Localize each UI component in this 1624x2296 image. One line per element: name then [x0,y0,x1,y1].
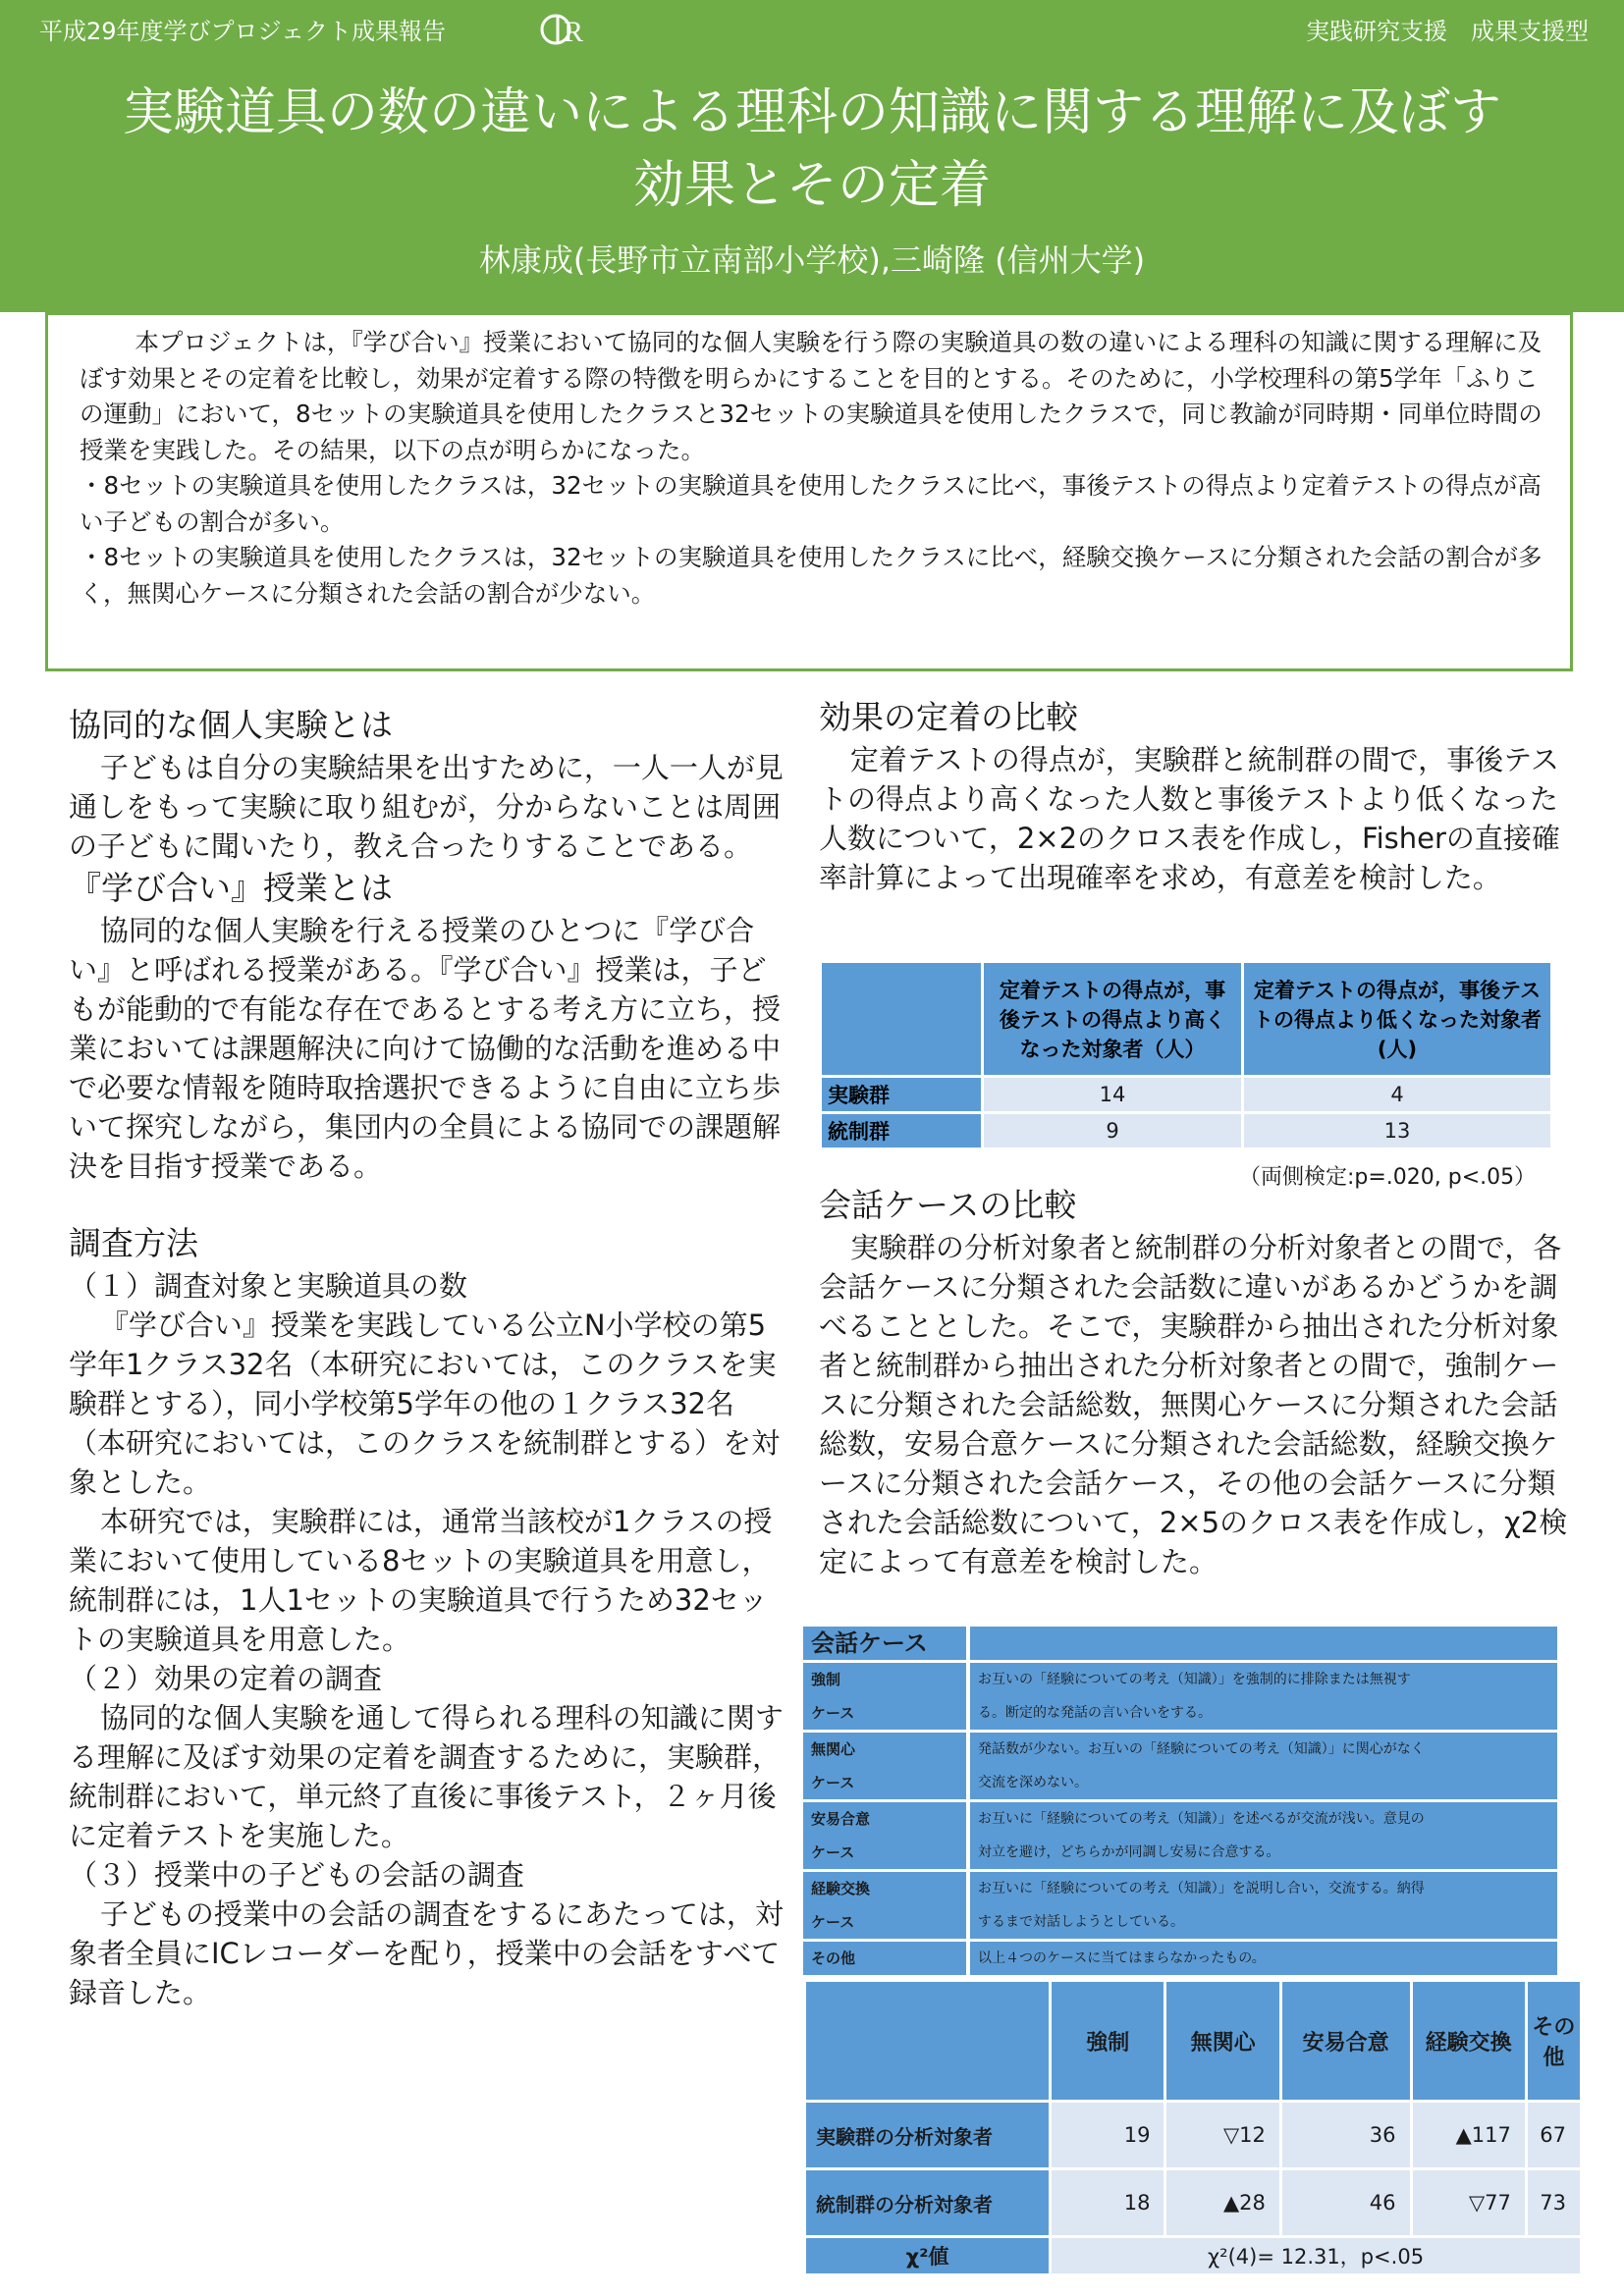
table-cell: ▲28 [1166,2170,1278,2235]
table-row [806,2238,1580,2273]
chi-label: χ²値 [806,2238,1049,2273]
table-row [822,1114,1550,1148]
table-row [803,1733,1557,1799]
abstract-finding-2: ・8セットの実験道具を使用したクラスは，32セットの実験道具を使用したクラスに比べ，経験交換ケースに分類された会話の割合が多く，無関心ケースに分類された会話の割合が少ない。 [80,543,1543,608]
table-row [803,1942,1557,1975]
case-desc: 以上４つのケースに当てはまらなかったもの。 [978,1950,1266,1966]
abstract-text: 本プロジェクトは，『学び合い』授業において協同的な個人実験を行う際の実験道具の数の違いによる理科の知識に関する理解に及ぼす効果とその定着を比較し，効果が定着する際の特徴を明らかにすることを目的とする。そのために，小学校理科の第5学年「ふりこの運動」において，8セットの実験道具を使用したクラスと32セットの実験道具を使用したクラスで，同じ教諭が同時期・同単位時間の授業を実践した。その結果，以下の点が明らかになった。 [80,328,1543,464]
case-desc: 発話数が少ない。お互いの「経験についての考え（知識）」に関心がなく [978,1741,1425,1757]
table-row [806,2103,1580,2167]
case-name: 強制 [811,1671,841,1688]
section-heading: 調査方法 [69,1224,198,1262]
case-desc: お互いに「経験についての考え（知識）」を説明し合い，交流する。納得 [978,1881,1425,1896]
abstract-finding-1: ・8セットの実験道具を使用したクラスは，32セットの実験道具を使用したクラスに比べ，事後テストの得点より定着テストの得点が高い子どもの割合が多い。 [80,471,1542,536]
table-cell: 18 [1052,2170,1164,2235]
chi-value: χ²(4)= 12.31，p<.05 [1052,2238,1580,2273]
row-label: 実験群 [822,1078,981,1111]
table-cell: 73 [1528,2170,1580,2235]
section-text: 定着テストの得点が，実験群と統制群の間で，事後テストの得点より高くなった人数と事後テストより低くなった人数について，2×2のクロス表を作成し，Fisherの直接確率計算によって出現確率を求め，有意差を検討した。 [819,743,1560,894]
right-column-mid [819,1183,1577,1581]
section-text: 子どもの授業中の会話の調査をするにあたっては，対象者全員にICレコーダーを配り，授業中の会話をすべて録音した。 [69,1897,784,2009]
subsection-heading: （１）調査対象と実験道具の数 [69,1269,468,1303]
table-cell: 9 [984,1114,1241,1148]
header-banner [0,0,1624,312]
conversation-case-table [803,1624,1557,1978]
table-header: 定着テストの得点が，事後テストの得点より高くなった対象者（人） [984,963,1241,1075]
table-row [803,1802,1557,1869]
section-text: 『学び合い』授業を実践している公立N小学校の第5学年1クラス32名（本研究においては，このクラスを実験群とする），同小学校第5学年の他の１クラス32名（本研究においては，このクラスを統制群とする）を対象とした。 [69,1308,781,1499]
table-corner [822,963,981,1075]
case-name: ケース [811,1843,855,1861]
fisher-table [819,960,1553,1150]
table-title: 会話ケース [803,1627,966,1660]
table-row [822,1078,1550,1111]
table-corner [806,1982,1049,2100]
svg-text:R: R [564,16,584,48]
section-heading: 効果の定着の比較 [819,698,1078,736]
table-row [803,1872,1557,1939]
case-name: その他 [811,1949,856,1967]
table-header: その他 [1528,1982,1580,2100]
table-cell: 67 [1528,2103,1580,2167]
row-label: 統制群の分析対象者 [806,2170,1049,2235]
table-header: 定着テストの得点が，事後テストの得点より低くなった対象者(人) [1244,963,1550,1075]
left-column [69,703,785,2012]
case-name: 安易合意 [811,1810,871,1828]
table-cell: 46 [1282,2170,1410,2235]
section-heading: 協同的な個人実験とは [69,706,393,744]
section-text: 協同的な個人実験を通して得られる理科の知識に関する理解に及ぼす効果の定着を調査するために，実験群，統制群において，単元終了直後に事後テスト，２ヶ月後に定着テストを実施した。 [69,1701,784,1852]
report-label: 平成29年度学びプロジェクト成果報告 [39,18,447,45]
case-desc: 対立を避け，どちらかが同調し安易に合意する。 [978,1844,1280,1860]
table-cell: ▽77 [1413,2170,1525,2235]
section-text: 実験群の分析対象者と統制群の分析対象者との間で，各会話ケースに分類された会話数に違いがあるかどうかを調べることとした。そこで，実験群から抽出された分析対象者と統制群から抽出された分析対象者との間で，強制ケースに分類された会話総数，無関心ケースに分類された会話総数，安易合意ケースに分類された会話総数，経験交換ケースに分類された会話ケース，その他の会話ケースに分類された会話総数について，2×5のクロス表を作成し，χ2検定によって有意差を検討した。 [819,1231,1568,1578]
table-header: 強制 [1052,1982,1164,2100]
authors: 林康成(長野市立南部小学校),三崎隆 (信州大学) [478,241,1146,279]
table-cell: ▽12 [1166,2103,1278,2167]
title-line-1: 実験道具の数の違いによる理科の知識に関する理解に及ぼす [122,83,1501,142]
section-text: 子どもは自分の実験結果を出すために，一人一人が見通しをもって実験に取り組むが，分からないことは周囲の子どもに聞いたり，教え合ったりすることである。 [69,751,784,863]
row-label: 実験群の分析対象者 [806,2103,1049,2167]
table-cell: 19 [1052,2103,1164,2167]
case-name: 経験交換 [811,1880,871,1897]
case-name: ケース [811,1704,855,1722]
table-header: 経験交換 [1413,1982,1525,2100]
case-name: ケース [811,1774,855,1791]
case-desc: するまで対話しようとしている。 [978,1914,1184,1930]
subsection-heading: （３）授業中の子どもの会話の調査 [69,1858,525,1892]
case-desc: る。断定的な発話の言い合いをする。 [978,1705,1212,1721]
table-cell: ▲117 [1413,2103,1525,2167]
table-cell: 36 [1282,2103,1410,2167]
case-desc: お互いに「経験についての考え（知識）」を述べるが交流が浅い。意見の [978,1811,1425,1827]
test-note: （両側検定:p=.020, p<.05） [1239,1165,1537,1190]
chi-square-table [803,1979,1583,2276]
section-heading: 会話ケースの比較 [819,1186,1077,1224]
cir-logo-icon [538,6,597,55]
title-line-2: 効果とその定着 [632,156,991,215]
abstract-box [45,312,1573,671]
case-name: ケース [811,1913,855,1931]
table-cell: 4 [1244,1078,1550,1111]
case-desc: 交流を深めない。 [978,1775,1088,1790]
table-cell: 13 [1244,1114,1550,1148]
support-type: 実践研究支援 成果支援型 [1306,18,1589,45]
row-label: 統制群 [822,1114,981,1148]
table-header: 安易合意 [1282,1982,1410,2100]
table-row [806,2170,1580,2235]
right-column-top [819,695,1575,897]
section-heading: 『学び合い』授業とは [69,869,393,907]
table-cell: 14 [984,1078,1241,1111]
section-text: 本研究では，実験群には，通常当該校が1クラスの授業において使用している8セットの実験道具を用意し，統制群には，1人1セットの実験道具で行うため32セットの実験道具を用意した。 [69,1505,773,1656]
section-text: 協同的な個人実験を行える授業のひとつに『学び合い』と呼ばれる授業がある。『学び合い』授業は，子どもが能動的で有能な存在であるとする考え方に立ち，授業においては課題解決に向けて協働的な活動を進める中で必要な情報を随時取捨選択できるように自由に立ち歩いて探究しながら，集団内の全員による協同での課題解決を目指す授業である。 [69,914,782,1183]
case-name: 無関心 [811,1740,856,1758]
page-title [39,77,1585,222]
case-desc: お互いの「経験についての考え（知識）」を強制的に排除または無視す [978,1672,1411,1687]
table-title-blank [970,1627,1557,1660]
table-row [803,1663,1557,1730]
subsection-heading: （２）効果の定着の調査 [69,1662,383,1695]
table-header: 無関心 [1166,1982,1278,2100]
